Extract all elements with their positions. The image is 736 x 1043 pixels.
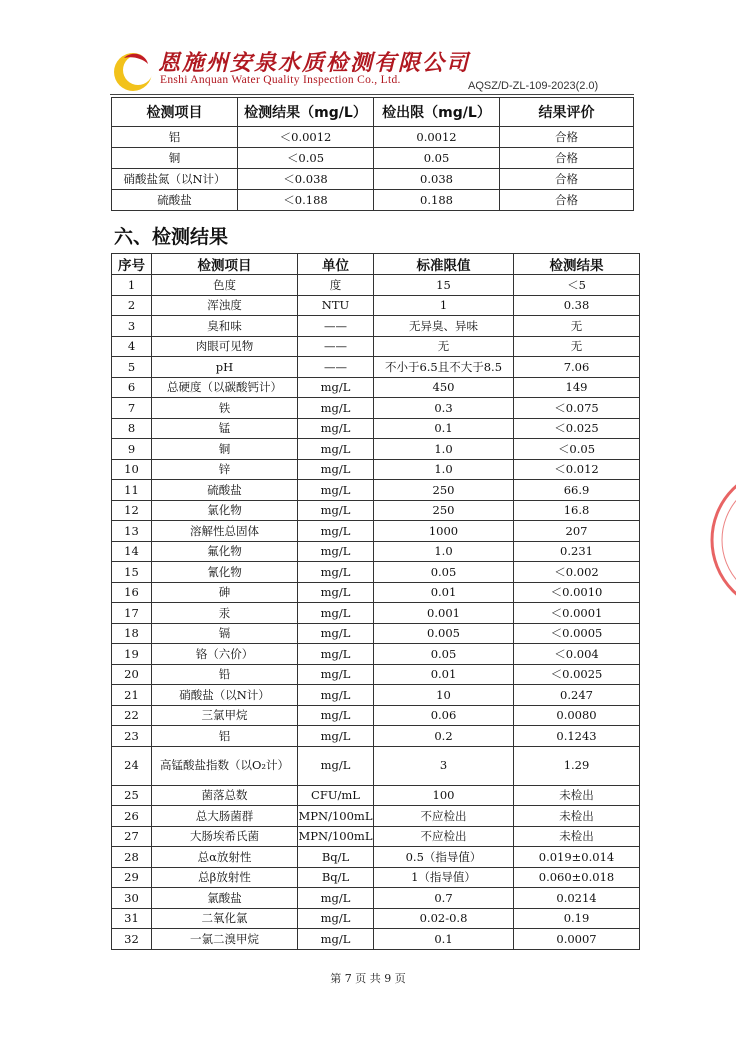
table-row xyxy=(112,418,640,439)
table-cell: 21 xyxy=(112,685,152,706)
table-cell: MPN/100mL xyxy=(298,806,374,827)
table-row xyxy=(112,480,640,501)
table-cell: 7.06 xyxy=(514,357,640,378)
table-cell: ＜0.012 xyxy=(514,459,640,480)
table-row xyxy=(112,169,634,190)
table-cell: ＜0.05 xyxy=(238,148,374,169)
table-header-row xyxy=(112,98,634,127)
table-row xyxy=(112,521,640,542)
table-cell: 0.231 xyxy=(514,541,640,562)
table-cell: 149 xyxy=(514,377,640,398)
table-cell: 镉 xyxy=(152,623,298,644)
table-cell: 24 xyxy=(112,746,152,785)
table-cell: 3 xyxy=(374,746,514,785)
table-cell: 0.05 xyxy=(374,644,514,665)
table-row xyxy=(112,275,640,296)
table-cell: 0.0080 xyxy=(514,705,640,726)
table-cell: 0.0012 xyxy=(374,127,500,148)
table-cell: 未检出 xyxy=(514,806,640,827)
table-cell: 30 xyxy=(112,888,152,909)
table-cell: 肉眼可见物 xyxy=(152,336,298,357)
table-row xyxy=(112,500,640,521)
table-cell: 铜 xyxy=(152,439,298,460)
seal-stamp-icon xyxy=(704,460,736,620)
table-cell: —— xyxy=(298,316,374,337)
table-cell: 0.0007 xyxy=(514,929,640,950)
table-cell: NTU xyxy=(298,295,374,316)
table-cell: mg/L xyxy=(298,398,374,419)
table-cell: —— xyxy=(298,357,374,378)
table-cell: mg/L xyxy=(298,541,374,562)
table-row xyxy=(112,746,640,785)
table-cell: 66.9 xyxy=(514,480,640,501)
table-cell: 27 xyxy=(112,826,152,847)
table-cell: 二氧化氯 xyxy=(152,908,298,929)
table-cell: 25 xyxy=(112,785,152,806)
table-cell: 7 xyxy=(112,398,152,419)
table-cell: 0.05 xyxy=(374,148,500,169)
table-cell: 6 xyxy=(112,377,152,398)
table-cell: 0.7 xyxy=(374,888,514,909)
table-cell: 氟化物 xyxy=(152,541,298,562)
table-cell: 18 xyxy=(112,623,152,644)
table-cell: 0.5（指导值） xyxy=(374,847,514,868)
table-cell: 不小于6.5且不大于8.5 xyxy=(374,357,514,378)
table-cell: ＜0.0012 xyxy=(238,127,374,148)
table-cell: 菌落总数 xyxy=(152,785,298,806)
table-cell: ＜0.05 xyxy=(514,439,640,460)
table-header-row xyxy=(112,254,640,275)
test-results-table xyxy=(111,253,640,950)
table-cell: 0.01 xyxy=(374,582,514,603)
column-header: 检测结果 xyxy=(514,254,640,275)
table-cell: 度 xyxy=(298,275,374,296)
table-cell: 23 xyxy=(112,726,152,747)
table-cell: ＜0.0010 xyxy=(514,582,640,603)
table-row xyxy=(112,623,640,644)
table-cell: 29 xyxy=(112,867,152,888)
table-cell: 锌 xyxy=(152,459,298,480)
table-cell: 0.05 xyxy=(374,562,514,583)
table-cell: 0.06 xyxy=(374,705,514,726)
table-cell: 0.247 xyxy=(514,685,640,706)
table-cell: 250 xyxy=(374,480,514,501)
table-cell: 硫酸盐 xyxy=(152,480,298,501)
table-cell: mg/L xyxy=(298,746,374,785)
table-cell: 高锰酸盐指数（以O₂计） xyxy=(152,746,298,785)
table-cell: 锰 xyxy=(152,418,298,439)
table-cell: 26 xyxy=(112,806,152,827)
section-title: 六、检测结果 xyxy=(114,226,229,248)
table-row xyxy=(112,582,640,603)
table-row xyxy=(112,888,640,909)
table-cell: mg/L xyxy=(298,439,374,460)
table-row xyxy=(112,929,640,950)
table-cell: 1.29 xyxy=(514,746,640,785)
table-cell: 22 xyxy=(112,705,152,726)
table-row xyxy=(112,785,640,806)
table-cell: 0.01 xyxy=(374,664,514,685)
table-cell: 0.1243 xyxy=(514,726,640,747)
table-row xyxy=(112,685,640,706)
table-row xyxy=(112,826,640,847)
table-cell: 0.1 xyxy=(374,418,514,439)
table-cell: 14 xyxy=(112,541,152,562)
table-cell: 1（指导值） xyxy=(374,867,514,888)
table-cell: 28 xyxy=(112,847,152,868)
table-cell: 无异臭、异味 xyxy=(374,316,514,337)
table-row xyxy=(112,148,634,169)
table-cell: 0.038 xyxy=(374,169,500,190)
table-cell: 0.019±0.014 xyxy=(514,847,640,868)
table-cell: 0.2 xyxy=(374,726,514,747)
table-cell: ＜0.002 xyxy=(514,562,640,583)
table-cell: 1.0 xyxy=(374,439,514,460)
table-cell: 0.060±0.018 xyxy=(514,867,640,888)
table-cell: mg/L xyxy=(298,459,374,480)
table-cell: 总β放射性 xyxy=(152,867,298,888)
table-cell: 不应检出 xyxy=(374,826,514,847)
table-row xyxy=(112,439,640,460)
table-cell: Bq/L xyxy=(298,847,374,868)
company-name-en: Enshi Anquan Water Quality Inspection Co., Ltd. xyxy=(160,74,401,86)
table-cell: pH xyxy=(152,357,298,378)
table-cell: mg/L xyxy=(298,644,374,665)
table-cell: 9 xyxy=(112,439,152,460)
column-header: 结果评价 xyxy=(500,98,634,127)
table-cell: mg/L xyxy=(298,726,374,747)
table-row xyxy=(112,336,640,357)
table-cell: mg/L xyxy=(298,377,374,398)
table-cell: 大肠埃希氏菌 xyxy=(152,826,298,847)
table-cell: 12 xyxy=(112,500,152,521)
table-cell: 207 xyxy=(514,521,640,542)
table-cell: 2 xyxy=(112,295,152,316)
table-row xyxy=(112,541,640,562)
table-cell: ＜5 xyxy=(514,275,640,296)
column-header: 检测项目 xyxy=(112,98,238,127)
table-cell: mg/L xyxy=(298,418,374,439)
table-row xyxy=(112,357,640,378)
table-cell: mg/L xyxy=(298,521,374,542)
table-cell: 10 xyxy=(112,459,152,480)
table-cell: mg/L xyxy=(298,888,374,909)
table-cell: ＜0.188 xyxy=(238,190,374,211)
table-row xyxy=(112,295,640,316)
table-cell: 总硬度（以碳酸钙计） xyxy=(152,377,298,398)
table-row xyxy=(112,847,640,868)
table-cell: CFU/mL xyxy=(298,785,374,806)
table-cell: 15 xyxy=(374,275,514,296)
table-cell: 11 xyxy=(112,480,152,501)
table-cell: ＜0.038 xyxy=(238,169,374,190)
table-cell: 0.188 xyxy=(374,190,500,211)
table-row xyxy=(112,664,640,685)
table-cell: 未检出 xyxy=(514,785,640,806)
column-header: 检出限（mg/L） xyxy=(374,98,500,127)
header-divider xyxy=(110,94,634,95)
table-row xyxy=(112,377,640,398)
table-cell: 0.38 xyxy=(514,295,640,316)
table-cell: 3 xyxy=(112,316,152,337)
table-row xyxy=(112,316,640,337)
table-cell: mg/L xyxy=(298,705,374,726)
table-cell: 0.19 xyxy=(514,908,640,929)
table-cell: ＜0.0001 xyxy=(514,603,640,624)
table-cell: 0.005 xyxy=(374,623,514,644)
table-cell: mg/L xyxy=(298,500,374,521)
table-row xyxy=(112,806,640,827)
table-cell: 三氯甲烷 xyxy=(152,705,298,726)
table-cell: mg/L xyxy=(298,623,374,644)
table-row xyxy=(112,726,640,747)
table-cell: mg/L xyxy=(298,685,374,706)
table-cell: —— xyxy=(298,336,374,357)
table-cell: 0.001 xyxy=(374,603,514,624)
table-cell: 总α放射性 xyxy=(152,847,298,868)
table-cell: 铬（六价） xyxy=(152,644,298,665)
table-cell: 4 xyxy=(112,336,152,357)
table-cell: 13 xyxy=(112,521,152,542)
table-cell: 硫酸盐 xyxy=(112,190,238,211)
table-cell: 合格 xyxy=(500,169,634,190)
detection-limit-table xyxy=(111,97,634,211)
table-row xyxy=(112,398,640,419)
table-cell: 31 xyxy=(112,908,152,929)
table-cell: 1 xyxy=(374,295,514,316)
table-cell: ＜0.025 xyxy=(514,418,640,439)
table-cell: 100 xyxy=(374,785,514,806)
table-row xyxy=(112,603,640,624)
table-cell: 1.0 xyxy=(374,459,514,480)
company-name-cn: 恩施州安泉水质检测有限公司 xyxy=(158,50,471,76)
table-cell: ＜0.075 xyxy=(514,398,640,419)
table-cell: 臭和味 xyxy=(152,316,298,337)
table-cell: mg/L xyxy=(298,480,374,501)
table-cell: 无 xyxy=(374,336,514,357)
table-cell: 15 xyxy=(112,562,152,583)
table-cell: 未检出 xyxy=(514,826,640,847)
table-cell: 一氯二溴甲烷 xyxy=(152,929,298,950)
table-cell: 氯酸盐 xyxy=(152,888,298,909)
table-cell: 色度 xyxy=(152,275,298,296)
table-cell: 铝 xyxy=(112,127,238,148)
table-cell: 砷 xyxy=(152,582,298,603)
column-header: 序号 xyxy=(112,254,152,275)
table-cell: 合格 xyxy=(500,127,634,148)
table-cell: 铜 xyxy=(112,148,238,169)
table-cell: 不应检出 xyxy=(374,806,514,827)
table-cell: 17 xyxy=(112,603,152,624)
table-cell: 32 xyxy=(112,929,152,950)
table-cell: 5 xyxy=(112,357,152,378)
table-cell: 无 xyxy=(514,336,640,357)
page-footer: 第 7 页 共 9 页 xyxy=(330,972,406,985)
table-cell: 合格 xyxy=(500,190,634,211)
document-code: AQSZ/D-ZL-109-2023(2.0) xyxy=(468,80,599,92)
table-cell: 合格 xyxy=(500,148,634,169)
table-cell: 氯化物 xyxy=(152,500,298,521)
table-cell: 溶解性总固体 xyxy=(152,521,298,542)
table-cell: mg/L xyxy=(298,582,374,603)
table-cell: 16 xyxy=(112,582,152,603)
table-cell: mg/L xyxy=(298,664,374,685)
table-cell: ＜0.0025 xyxy=(514,664,640,685)
table-cell: 硝酸盐（以N计） xyxy=(152,685,298,706)
table-row xyxy=(112,459,640,480)
table-cell: 硝酸盐氮（以N计） xyxy=(112,169,238,190)
table-cell: MPN/100mL xyxy=(298,826,374,847)
table-cell: 总大肠菌群 xyxy=(152,806,298,827)
table-row xyxy=(112,127,634,148)
table-cell: 250 xyxy=(374,500,514,521)
table-cell: 氰化物 xyxy=(152,562,298,583)
table-cell: 1.0 xyxy=(374,541,514,562)
table-cell: 19 xyxy=(112,644,152,665)
table-row xyxy=(112,908,640,929)
table-row xyxy=(112,562,640,583)
table-cell: 10 xyxy=(374,685,514,706)
table-cell: 无 xyxy=(514,316,640,337)
table-cell: 8 xyxy=(112,418,152,439)
table-cell: 450 xyxy=(374,377,514,398)
table-cell: mg/L xyxy=(298,603,374,624)
table-cell: 铁 xyxy=(152,398,298,419)
table-cell: 铝 xyxy=(152,726,298,747)
table-cell: 汞 xyxy=(152,603,298,624)
table-cell: 20 xyxy=(112,664,152,685)
table-cell: 浑浊度 xyxy=(152,295,298,316)
table-cell: 0.3 xyxy=(374,398,514,419)
table-row xyxy=(112,867,640,888)
table-cell: ＜0.0005 xyxy=(514,623,640,644)
table-cell: 16.8 xyxy=(514,500,640,521)
column-header: 检测项目 xyxy=(152,254,298,275)
table-cell: 0.1 xyxy=(374,929,514,950)
table-cell: mg/L xyxy=(298,562,374,583)
table-cell: 1000 xyxy=(374,521,514,542)
company-logo-icon xyxy=(110,48,156,94)
table-cell: mg/L xyxy=(298,929,374,950)
table-cell: mg/L xyxy=(298,908,374,929)
table-cell: ＜0.004 xyxy=(514,644,640,665)
table-cell: 1 xyxy=(112,275,152,296)
table-row xyxy=(112,644,640,665)
column-header: 单位 xyxy=(298,254,374,275)
table-cell: Bq/L xyxy=(298,867,374,888)
table-cell: 铅 xyxy=(152,664,298,685)
table-cell: 0.02-0.8 xyxy=(374,908,514,929)
table-cell: 0.0214 xyxy=(514,888,640,909)
column-header: 检测结果（mg/L） xyxy=(238,98,374,127)
table-row xyxy=(112,190,634,211)
table-row xyxy=(112,705,640,726)
column-header: 标准限值 xyxy=(374,254,514,275)
